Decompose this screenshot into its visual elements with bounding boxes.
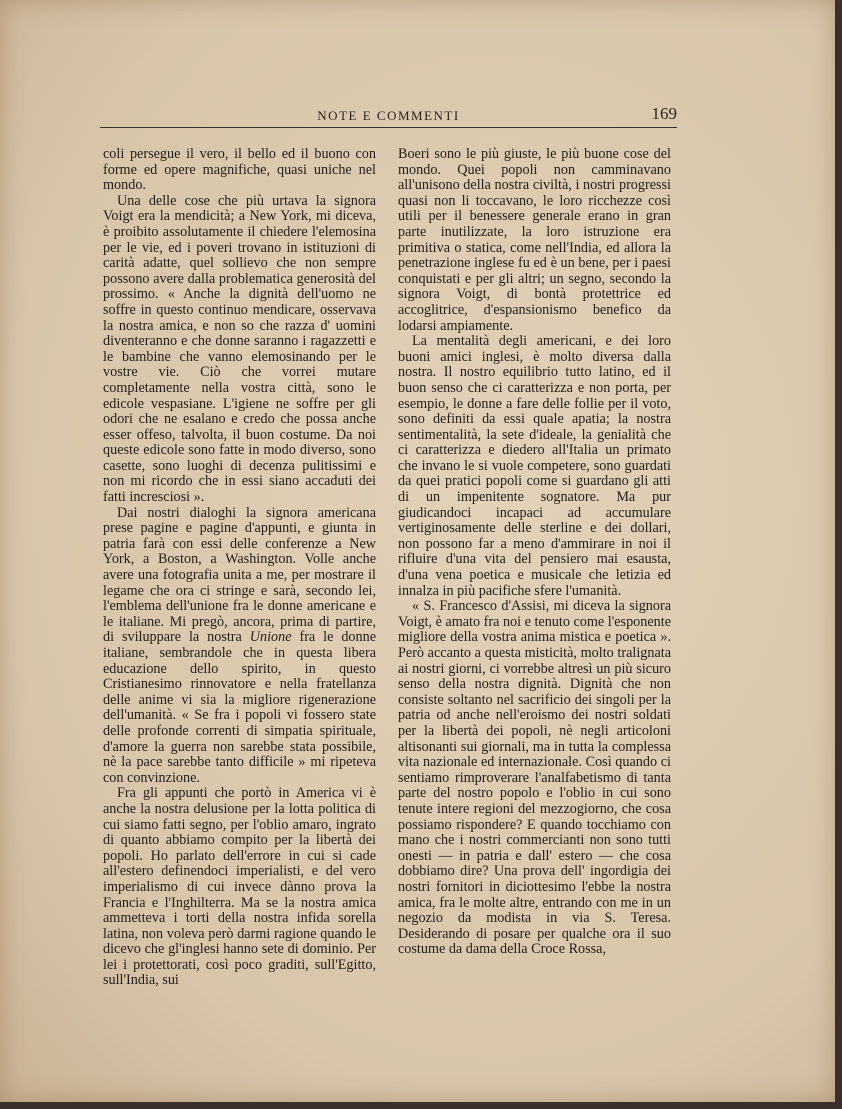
paragraph-text: Dai nostri dialoghi la signora americana prese pagine e pagine d'appunti, e giunta in patria farà con essi delle conferenze a New York, a Boston, a Washington. Volle anche avere una fotografia unita a me, per mostrare il legame che ora ci stringe e sarà, secondo lei, l'emblema dell'unione fra le donne americane e le italiane. Mi pregò, ancora, prima di partire, di sviluppare la nostra — [103, 504, 376, 646]
paragraph: Fra gli appunti che portò in America vi è anche la nostra delusione per la lotta politica di cui siamo fatti segno, per l'oblio amaro, ingrato di quanto abbiamo compito per la libertà dei popoli. Ho parlato dell'errore in cui si cade all'estero definendoci imperialisti, e del vero imperialismo di cui invece dànno prova la Francia e l'Inghilterra. Ma se la nostra amica ammetteva i torti della nostra infida sorella latina, non voleva però darmi ragione quando le dicevo che gl'inglesi hanno sete di dominio. Per lei i protettorati, così poco graditi, sull'Egitto, sull'India, sui — [103, 785, 376, 989]
paragraph: coli persegue il vero, il bello ed il buono con forme ed opere magnifiche, quasi uniche nel mondo. — [103, 146, 376, 194]
paragraph — [103, 506, 376, 787]
page-number: 169 — [651, 104, 677, 123]
paragraph: Boeri sono le più giuste, le più buone cose del mondo. Quei popoli non camminavano all'unisono della nostra civiltà, i nostri progressi quasi non li toccavano, le loro ricchezze così utili per il benessere generale erano in gran parte inutilizzate, la loro istruzione era primitiva o statica, come nell'India, ed allora la penetrazione inglese fu ed è un bene, per i paesi conquistati e per gli altri; un segno, secondo la signora Voigt, di bontà protettrice ed accoglitrice, d'espansionismo benefico da lodarsi ampiamente. — [398, 146, 671, 334]
paragraph: La mentalità degli americani, e dei loro buoni amici inglesi, è molto diversa dalla nostra. Il nostro equilibrio tutto latino, ed il buon senso che ci caratterizza e non porta, per esempio, le donne a fare delle follie per il voto, sono definiti da essi quale apatia; la nostra sentimentalità, la sete d'ideale, la genialità che ci caratterizza e diedero all'Italia un primato che invano le si vuole competere, sono guardati da quei pratici popoli come si guardano gli atti di un impenitente sognatore. Ma pur giudicandoci incapaci ad accumulare vertiginosamente delle sterline e dei dollari, non possono far a meno d'ammirare in noi il rifluire d'una vita del pensiero mai esausta, d'una vena poetica e musicale che letizia ed innalza in più pacifiche sfere l'umanità. — [398, 333, 671, 599]
left-text-column — [103, 147, 376, 989]
right-text-column — [398, 147, 671, 958]
italic-term: Unione — [249, 629, 292, 646]
header-rule — [100, 127, 677, 128]
paragraph: « S. Francesco d'Assisi, mi diceva la signora Voigt, è amato fra noi e tenuto come l'esponente migliore della vostra anima mistica e poetica ». Però accanto a questa misticità, molto tralignata ai nostri giorni, ci vorrebbe altresì un più sicuro senso della nostra dignità. Dignità che non consiste soltanto nel sacrificio dei singoli per la patria od anche nell'eroismo dei nostri soldati per la libertà dei popoli, nè negli articoloni altisonanti sui giornali, ma in tutta la complessa vita nazionale ed internazionale. Così quando ci sentiamo rimproverare l'analfabetismo di tanta parte del nostro popolo e l'oblio in cui sono tenute intere regioni del mezzogiorno, che cosa possiamo rispondere? E quando tocchiamo con mano che i nostri commercianti non sono tutti onesti — in patria e dall' estero — che cosa dobbiamo dire? Una prova dell' ingordigia dei nostri fornitori in diciottesimo l'ebbe la nostra amica, fra le molte altre, entrando con me in un negozio da modista in via S. Teresa. Desiderando di posare per qualche ora il suo costume da dama della Croce Rossa, — [398, 598, 671, 958]
page-header — [100, 106, 677, 124]
running-title: NOTE E COMMENTI — [317, 108, 460, 123]
paragraph: Una delle cose che più urtava la signora Voigt era la mendicità; a New York, mi diceva, è proibito assolutamente il chiedere l'elemosina per le vie, ed i poveri trovano in istituzioni di carità adatte, quel sollievo che non sempre possono avere dalla problematica generosità del prossimo. « Anche la dignità dell'uomo ne soffre in questo continuo mendicare, osservava la nostra amica, e non so che razza d' uomini diventeranno e che donne saranno i ragazzetti e le bambine che vanno elemosinando per le vostre vie. Ciò che vorrei mutare completamente nella vostra città, sono le edicole vespasiane. L'igiene ne soffre per gli odori che ne esalano e credo che possa anche esser offeso, talvolta, il buon costume. Da noi queste edicole sono fatte in modo diverso, sono casette, sono luoghi di decenza pulitissimi e non mi ricordo che in essi siano accaduti dei fatti incresciosi ». — [103, 192, 376, 506]
paragraph-text: fra le donne italiane, sembrandole che in questa libera educazione dello spirito, in questo Cristianesimo rinnovatore e nella fratellanza delle anime vi sia la migliore rigenerazione dell'umanità. « Se fra i popoli vi fossero state delle profonde correnti di simpatia spirituale, d'amore la guerra non sarebbe stata possibile, nè la pace sarebbe tanto difficile » mi ripeteva con convinzione. — [103, 629, 376, 786]
